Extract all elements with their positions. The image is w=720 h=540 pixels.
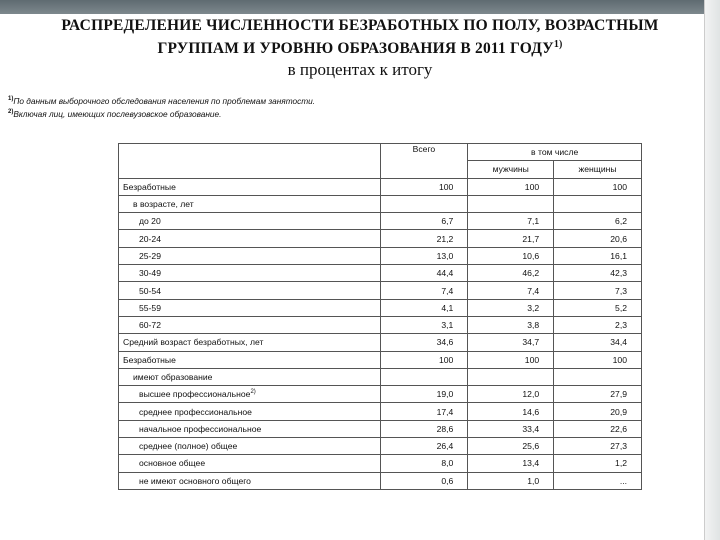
cell-total: 7,4 [380, 282, 468, 299]
row-label-text: Безработные [123, 181, 176, 192]
cell-male: 13,4 [468, 455, 554, 472]
row-label [119, 386, 381, 403]
table-row [119, 386, 642, 403]
cell-female: 100 [554, 351, 642, 368]
table-row [119, 213, 642, 230]
table-row [119, 316, 642, 333]
footnote-2-mark: 2) [8, 108, 14, 115]
row-label-text: основное общее [139, 458, 206, 469]
row-label [119, 438, 381, 455]
row-label [119, 299, 381, 316]
row-label-text: Безработные [123, 354, 176, 365]
footnote-2-text: Включая лиц, имеющих послевузовское образование. [13, 108, 222, 119]
cell-total: 44,4 [380, 265, 468, 282]
table-header-row [119, 144, 642, 161]
table-row [119, 195, 642, 212]
title-line-1: РАСПРЕДЕЛЕНИЕ ЧИСЛЕННОСТИ БЕЗРАБОТНЫХ ПО ПОЛУ, ВОЗРАСТНЫМ [61, 17, 659, 34]
header-group: в том числе [468, 144, 642, 161]
cell-female: 27,3 [554, 438, 642, 455]
cell-female: ... [554, 472, 642, 489]
header-empty-cell [119, 144, 381, 179]
row-label-text: среднее (полное) общее [139, 441, 238, 452]
table-row [119, 403, 642, 420]
page-subtitle: в процентах к итогу [287, 60, 433, 79]
header-total: Всего [380, 144, 468, 179]
row-label [119, 247, 381, 264]
cell-male: 12,0 [468, 386, 554, 403]
row-label-text: 50-54 [139, 285, 161, 296]
cell-female: 7,3 [554, 282, 642, 299]
row-label [119, 472, 381, 489]
table-row [119, 299, 642, 316]
cell-male: 3,2 [468, 299, 554, 316]
cell-male: 10,6 [468, 247, 554, 264]
row-label-text: до 20 [139, 216, 161, 227]
row-label [119, 403, 381, 420]
row-label [119, 368, 381, 385]
table-row [119, 420, 642, 437]
table-row [119, 351, 642, 368]
row-label-text: высшее профессиональное [139, 389, 251, 400]
row-label-text: 30-49 [139, 268, 161, 279]
row-label-text: Средний возраст безработных, лет [123, 337, 264, 348]
row-label [119, 334, 381, 351]
cell-male: 7,4 [468, 282, 554, 299]
table-row [119, 472, 642, 489]
cell-female: 6,2 [554, 213, 642, 230]
table-row [119, 334, 642, 351]
cell-total: 0,6 [380, 472, 468, 489]
row-label-text: среднее профессиональное [139, 406, 252, 417]
row-label-text: 25-29 [139, 250, 161, 261]
row-label [119, 282, 381, 299]
row-label [119, 265, 381, 282]
cell-total: 3,1 [380, 316, 468, 333]
table-row [119, 230, 642, 247]
cell-female: 2,3 [554, 316, 642, 333]
cell-male [468, 368, 554, 385]
title-line-2: ГРУППАМ И УРОВНЮ ОБРАЗОВАНИЯ В 2011 ГОДУ [157, 40, 554, 58]
row-footnote-mark: 2) [250, 389, 256, 396]
cell-female: 20,6 [554, 230, 642, 247]
cell-male: 100 [468, 178, 554, 195]
table-row [119, 368, 642, 385]
cell-female: 34,4 [554, 334, 642, 351]
cell-total: 6,7 [380, 213, 468, 230]
cell-total [380, 368, 468, 385]
cell-total: 34,6 [380, 334, 468, 351]
header-male: мужчины [468, 161, 554, 178]
cell-female: 100 [554, 178, 642, 195]
row-label-text: начальное профессиональное [139, 423, 262, 434]
table-row [119, 178, 642, 195]
row-label [119, 178, 381, 195]
cell-female: 20,9 [554, 403, 642, 420]
row-label [119, 455, 381, 472]
cell-male: 34,7 [468, 334, 554, 351]
cell-total: 100 [380, 351, 468, 368]
row-label [119, 351, 381, 368]
table-row [119, 438, 642, 455]
cell-female [554, 368, 642, 385]
unemployment-table [118, 143, 642, 490]
cell-total: 8,0 [380, 455, 468, 472]
footnote-1-mark: 1) [8, 96, 14, 102]
slide-page-edge [704, 0, 720, 540]
cell-female: 42,3 [554, 265, 642, 282]
cell-female: 27,9 [554, 386, 642, 403]
footnote-1-text: По данным выборочного обследования населения по проблемам занятости. [13, 95, 316, 106]
cell-male [468, 195, 554, 212]
row-label-text: 20-24 [139, 233, 161, 244]
cell-total [380, 195, 468, 212]
header-female: женщины [554, 161, 642, 178]
row-label [119, 213, 381, 230]
slide-top-bar [0, 0, 720, 14]
row-label-text: в возрасте, лет [133, 199, 194, 210]
cell-male: 21,7 [468, 230, 554, 247]
cell-total: 21,2 [380, 230, 468, 247]
title-footnote-mark: 1) [553, 39, 563, 50]
table-row [119, 265, 642, 282]
table-row [119, 455, 642, 472]
footnote-1 [8, 94, 315, 107]
row-label [119, 195, 381, 212]
cell-male: 1,0 [468, 472, 554, 489]
row-label-text: имеют образование [133, 372, 213, 382]
footnotes [8, 94, 315, 120]
cell-male: 100 [468, 351, 554, 368]
row-label [119, 230, 381, 247]
cell-total: 13,0 [380, 247, 468, 264]
cell-female: 16,1 [554, 247, 642, 264]
cell-male: 33,4 [468, 420, 554, 437]
cell-female: 22,6 [554, 420, 642, 437]
cell-total: 19,0 [380, 386, 468, 403]
page-title [10, 16, 710, 58]
row-label [119, 316, 381, 333]
table-row [119, 247, 642, 264]
cell-total: 100 [380, 178, 468, 195]
cell-male: 14,6 [468, 403, 554, 420]
cell-total: 4,1 [380, 299, 468, 316]
cell-male: 25,6 [468, 438, 554, 455]
cell-male: 3,8 [468, 316, 554, 333]
cell-total: 28,6 [380, 420, 468, 437]
footnote-2 [8, 107, 315, 120]
cell-total: 26,4 [380, 438, 468, 455]
row-label-text: не имеют основного общего [139, 475, 251, 486]
cell-male: 7,1 [468, 213, 554, 230]
cell-total: 17,4 [380, 403, 468, 420]
cell-female [554, 195, 642, 212]
row-label-text: 60-72 [139, 320, 161, 331]
row-label-text: 55-59 [139, 302, 161, 313]
cell-female: 5,2 [554, 299, 642, 316]
table-row [119, 282, 642, 299]
row-label [119, 420, 381, 437]
cell-female: 1,2 [554, 455, 642, 472]
cell-male: 46,2 [468, 265, 554, 282]
